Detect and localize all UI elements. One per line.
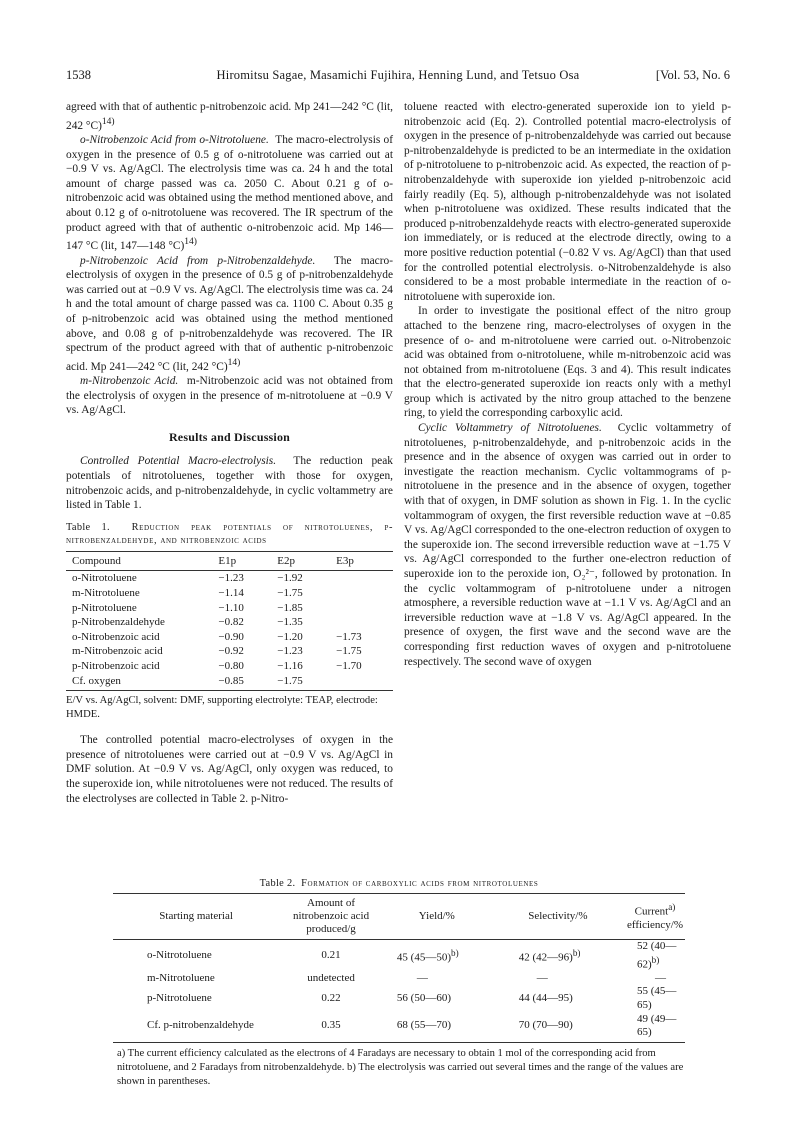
paragraph: agreed with that of authentic p-nitrobenzoic acid. Mp 241—242 °C (lit, 242 °C)$^{14)}$ <box>66 101 393 132</box>
table2-footnote: a) The current efficiency calculated as the electrons of 4 Faradays are necessary to obtain 1 mol of the corresponding acid from nitrotoluene, and 2 Faradays from nitrobenzaldehyde. b) The electrolysis was carried out several times and the range of the values are shown in parentheses. <box>117 1047 684 1087</box>
table-row: p-Nitrotoluene −1.10 −1.85 <box>72 601 303 614</box>
right-column <box>404 100 731 669</box>
running-header <box>66 68 730 88</box>
table-header-cell: E1p <box>216 551 275 571</box>
paragraph: p-Nitrobenzoic Acid from p-Nitrobenzaldehyde. The macro-electrolysis of oxygen in the presence of 0.5 g of p-nitrobenzaldehyde was carried out at −0.9 V vs. Ag/AgCl. The electrolysis time was ca. 24 h and the total amount of charge passed was ca. 1100 C. About 0.35 g of p-nitrobenzoic acid was obtained using the method mentioned above, and 0.08 g of p-nitrobenzaldehyde was recovered. The IR spectrum of the product agreed with that of authentic p-nitrobenzoic acid. Mp 241—242 °C (lit, 242 °C)$^{14)}$ <box>66 254 394 373</box>
table-row: o-Nitrotoluene 0.21 45 (45—50)$^{b)}$ 42 (42—96)$^{b)}$ 52 (40—62)$^{b)}$ <box>147 940 677 971</box>
table1-note: E/V vs. Ag/AgCl, solvent: DMF, supporting electrolyte: TEAP, electrode: HMDE. <box>66 695 378 720</box>
table-header-cell: E2p <box>275 551 334 571</box>
running-header-authors: Hiromitsu Sagae, Masamichi Fujihira, Henning Lund, and Tetsuo Osa <box>216 68 580 82</box>
table1 <box>66 551 393 691</box>
table2-caption: Table 2. Formation of carboxylic acids from nitrotoluenes <box>259 878 539 889</box>
paragraph: In order to investigate the positional effect of the nitro group attached to the benzene ring, macro-electrolyses of oxygen in the presence of o- and m-nitrotoluene were carried out. o-Nitrobenzoic acid was obtained from o-nitrotoluene, while m-nitrobenzoic acid was not obtained from m-nitrotoluene (Eqs. 3 and 4). This result indicates that the electro-generated superoxide ion reacts only with a methyl group which is activated by the nitro group attached to the benzene ring, to yield the corresponding carboxylic acid. <box>404 305 731 420</box>
paragraph: o-Nitrobenzoic Acid from o-Nitrotoluene. The macro-electrolysis of oxygen in the presence of 0.5 g of o-nitrotoluene was carried out at −0.9 V vs. Ag/AgCl. The electrolysis time was ca. 24 h and the total amount of charge passed was ca. 2050 C. About 0.21 g of o-nitrobenzoic acid was obtained using the method mentioned above, and about 0.12 g of o-nitrotoluene was recovered. The IR spectrum of the product agreed with that of authentic o-nitrobenzoic acid. Mp 146—147 °C (lit, 147—148 °C)$^{14)}$ <box>66 133 393 252</box>
table-header-row <box>113 894 685 940</box>
volume-info: [Vol. 53, No. 6 <box>655 68 730 82</box>
paragraph: The controlled potential macro-electrolyses of oxygen in the presence of nitrotoluenes were carried out at −0.9 V vs. Ag/AgCl in DMF solution. At −0.9 V vs. Ag/AgCl, only oxygen was reduced, to the superoxide ion, while nitrotoluenes were not reduced. The results of the electrolyses are collected in Table 2. p-Nitro- <box>66 734 393 805</box>
table-row: Cf. p-nitrobenzaldehyde 0.35 68 (55—70) 70 (70—90) 49 (49—65) <box>113 1013 685 1043</box>
paragraph: Controlled Potential Macro-electrolysis. The reduction peak potentials of nitrotoluenes, together with those for oxygen, nitrobenzoic acids, and p-nitrobenzaldehyde, in cyclic voltammetry are listed in Table 1. <box>66 455 393 512</box>
section-heading: Results and Discussion <box>168 429 291 444</box>
table-header-cell: Compound <box>66 551 216 571</box>
table2-block <box>113 878 685 1089</box>
table-row: p-Nitrobenzaldehyde −0.82 −1.35 <box>72 616 303 629</box>
run-in-heading: Cyclic Voltammetry of Nitrotoluenes. <box>418 422 602 435</box>
table-header-row <box>66 551 393 571</box>
table1-caption: Table 1. Reduction peak potentials of nitrotoluenes, p-nitrobenzaldehyde, and nitrobenzoic acids <box>66 521 394 547</box>
table-row: m-Nitrotoluene −1.14 −1.75 <box>72 587 303 600</box>
table-header-cell: Yield/% <box>383 894 491 940</box>
table-header-cell: Selectivity/% <box>491 894 625 940</box>
table-row: o-Nitrotoluene −1.23 −1.92 <box>72 572 303 585</box>
run-in-heading: p-Nitrobenzoic Acid from p-Nitrobenzaldehyde. <box>80 254 316 267</box>
paragraph: Cyclic Voltammetry of Nitrotoluenes. Cyclic voltammetry of nitrotoluenes, p-nitrobenzaldehyde, and p-nitrobenzoic acids in the presence and in the absence of oxygen was carried out in order to investigate the reaction mechanism. Cyclic voltammograms of p-nitrotoluene in the presence and in the absence of oxygen, together with that of oxygen, in DMF solution as shown in Fig. 1. In the cyclic voltammogram of oxygen, the first reversible reduction wave at −0.85 V vs. Ag/AgCl corresponded to the one-electron reduction of oxygen to the superoxide ion. The second irreversible reduction wave at −1.75 V vs. Ag/AgCl corresponded to the further one-electron reduction of superoxide ion to the peroxide ion, O₂²⁻, followed by protonation. In the cyclic voltammogram of p-nitrotoluene under a nitrogen atmosphere, a reversible reduction wave at −1.1 V vs. Ag/AgCl and an irreversible reduction wave at −1.8 V vs. Ag/AgCl appeared. In the presence of oxygen, the first wave and the second wave are the corresponding first reduction waves of oxygen and p-nitrotoluene respectively. The second wave of oxygen <box>404 422 731 668</box>
table-row: m-Nitrotoluene undetected — — — <box>147 971 666 984</box>
run-in-heading: Controlled Potential Macro-electrolysis. <box>80 455 277 468</box>
table-row: m-Nitrobenzoic acid −0.92 −1.23 −1.75 <box>72 645 362 658</box>
left-column <box>66 100 393 806</box>
page-number: 1538 <box>66 68 91 82</box>
run-in-heading: o-Nitrobenzoic Acid from o-Nitrotoluene. <box>80 133 269 146</box>
table-row: o-Nitrobenzoic acid −0.90 −1.20 −1.73 <box>72 630 362 643</box>
table-row: p-Nitrotoluene 0.22 56 (50—60) 44 (44—95) 55 (45—65) <box>147 985 677 1012</box>
table-row: p-Nitrobenzoic acid −0.80 −1.16 −1.70 <box>72 659 362 672</box>
run-in-heading: m-Nitrobenzoic Acid. <box>80 375 179 388</box>
table2 <box>113 893 685 1043</box>
paragraph: m-Nitrobenzoic Acid. m-Nitrobenzoic acid was not obtained from the electrolysis of oxygen in the presence of m-nitrotoluene at −0.9 V vs. Ag/AgCl. <box>66 375 393 417</box>
table-header-cell: Current$^{a)}$ efficiency/% <box>625 894 685 940</box>
table-header-cell: E3p <box>334 551 393 571</box>
paragraph: toluene reacted with electro-generated superoxide ion to yield p-nitrobenzoic acid (Eq. 2). Controlled potential macro-electrolysis of oxygen in the presence of p-nitrobenzaldehyde was carried out because p-nitrobenzaldehyde is predicted to be an intermediate in the oxidation of p-nitrotoluene to p-nitrobenzoic acid. As expected, the reaction of p-nitrobenzaldehyde with superoxide ion yielded p-nitrobenzoic acid fairly readily (Eq. 5), although p-nitrobenzaldehyde was not isolated when p-nitrotoluene was oxidized. These results indicated that the produced p-nitrobenzaldehyde reacts with electro-generated superoxide ion immediately, or is reduced at the electrode directly, owing to a more positive reduction potential (−0.82 V vs. Ag/AgCl) than that used for the controlled potential electrolysis. o-Nitrobenzaldehyde is also considered to be a most probable intermediate in the reaction of o-nitrotoluene with superoxide ion. <box>404 101 731 303</box>
table-header-cell: Starting material <box>113 894 279 940</box>
table-header-cell: Amount of nitrobenzoic acid produced/g <box>279 894 383 940</box>
table-row: Cf. oxygen −0.85 −1.75 <box>66 674 393 691</box>
